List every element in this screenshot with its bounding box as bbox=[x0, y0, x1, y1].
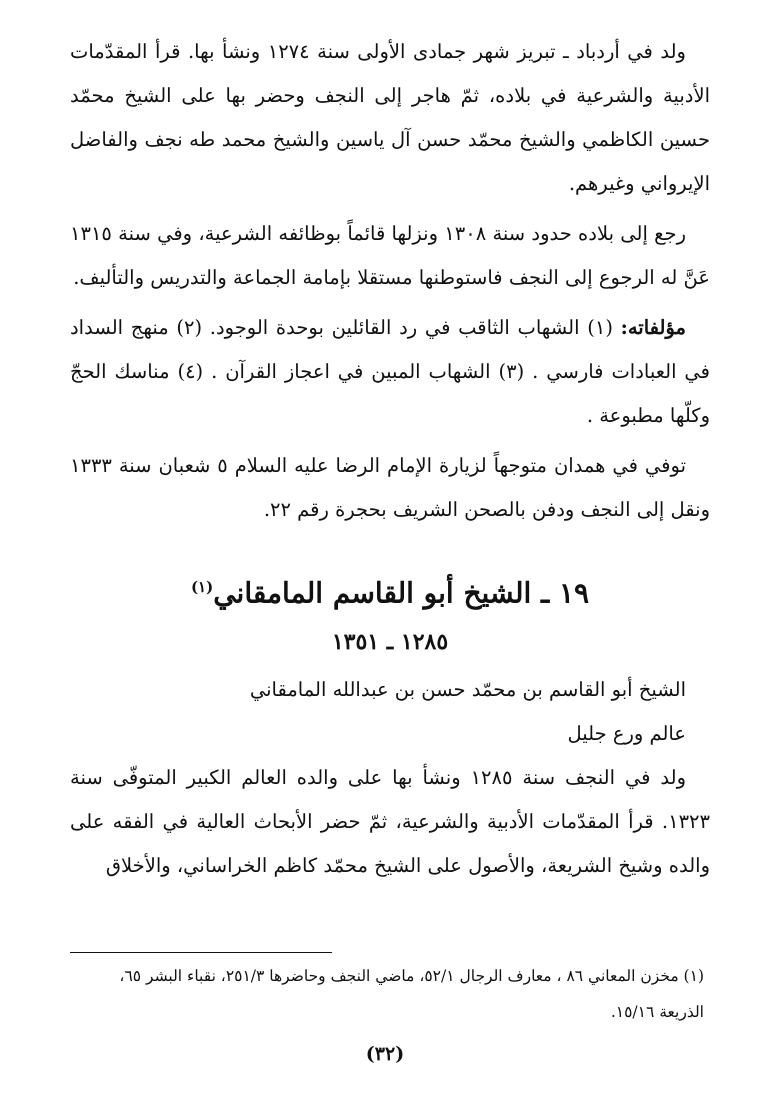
footnote-line-2: الذريعة ١٥/١٦. bbox=[610, 1003, 704, 1021]
works-text: (١) الشهاب الثاقب في رد القائلين بوحدة الوجود. (٢) منهج السداد في العبادات فارسي . (٣) الشهاب المبين في اعجاز القرآن . (٤) مناسك الحجّ وكلّها مطبوعة . bbox=[70, 316, 710, 427]
section-title-text: ١٩ ـ الشيخ أبو القاسم المامقاني bbox=[213, 576, 590, 610]
page-number: (٣٢) bbox=[365, 1043, 405, 1065]
death-paragraph: توفي في همدان متوجهاً لزيارة الإمام الرضا عليه السلام ٥ شعبان سنة ١٣٣٣ ونقل إلى النجف ودفن بالصحن الشريف بحجرة رقم ٢٢. bbox=[70, 454, 710, 521]
description: عالم ورع جليل bbox=[567, 722, 686, 746]
footnotes bbox=[70, 958, 710, 1030]
page-body bbox=[70, 30, 710, 894]
footnote-divider bbox=[70, 952, 332, 953]
works-label: مؤلفاته: bbox=[620, 316, 686, 339]
full-name: الشيخ أبو القاسم بن محمّد حسن بن عبدالله المامقاني bbox=[249, 678, 686, 702]
intro-paragraph-return: رجع إلى بلاده حدود سنة ١٣٠٨ ونزلها قائماً بوظائفه الشرعية، وفي سنة ١٣١٥ عَنَّ له الرجوع إلى النجف فاستوطنها مستقلا بإمامة الجماعة والتدريس والتأليف. bbox=[70, 222, 710, 289]
footnote-line-1: (١) مخزن المعاني ٨٦ ، معارف الرجال ٥٢/١، ماضي النجف وحاضرها ٢٥١/٣، نقباء البشر ٦٥، bbox=[119, 967, 704, 985]
section-years: ١٢٨٥ ـ ١٣٥١ bbox=[331, 629, 449, 656]
works-paragraph bbox=[70, 306, 710, 438]
bio-paragraph: ولد في النجف سنة ١٢٨٥ ونشأ بها على والده العالم الكبير المتوفّى سنة ١٣٢٣. قرأ المقدّمات الأدبية والشرعية، ثمّ حضر الأبحاث العالية في الفقه على والده وشيخ الشريعة، والأصول على الشيخ محمّد كاظم الخراساني، والأخلاق bbox=[70, 766, 710, 878]
intro-paragraph-birth: ولد في أردباد ـ تبريز شهر جمادى الأولى سنة ١٢٧٤ ونشأ بها. قرأ المقدّمات الأدبية والشرعية في بلاده، ثمّ هاجر إلى النجف وحضر بها على الشيخ محمّد حسين الكاظمي والشيخ محمّد حسن آل ياسين والشيخ محمد طه نجف والفاضل الإيرواني وغيرهم. bbox=[70, 40, 710, 195]
section-title bbox=[70, 562, 710, 618]
footnote-reference: (١) bbox=[190, 578, 214, 596]
